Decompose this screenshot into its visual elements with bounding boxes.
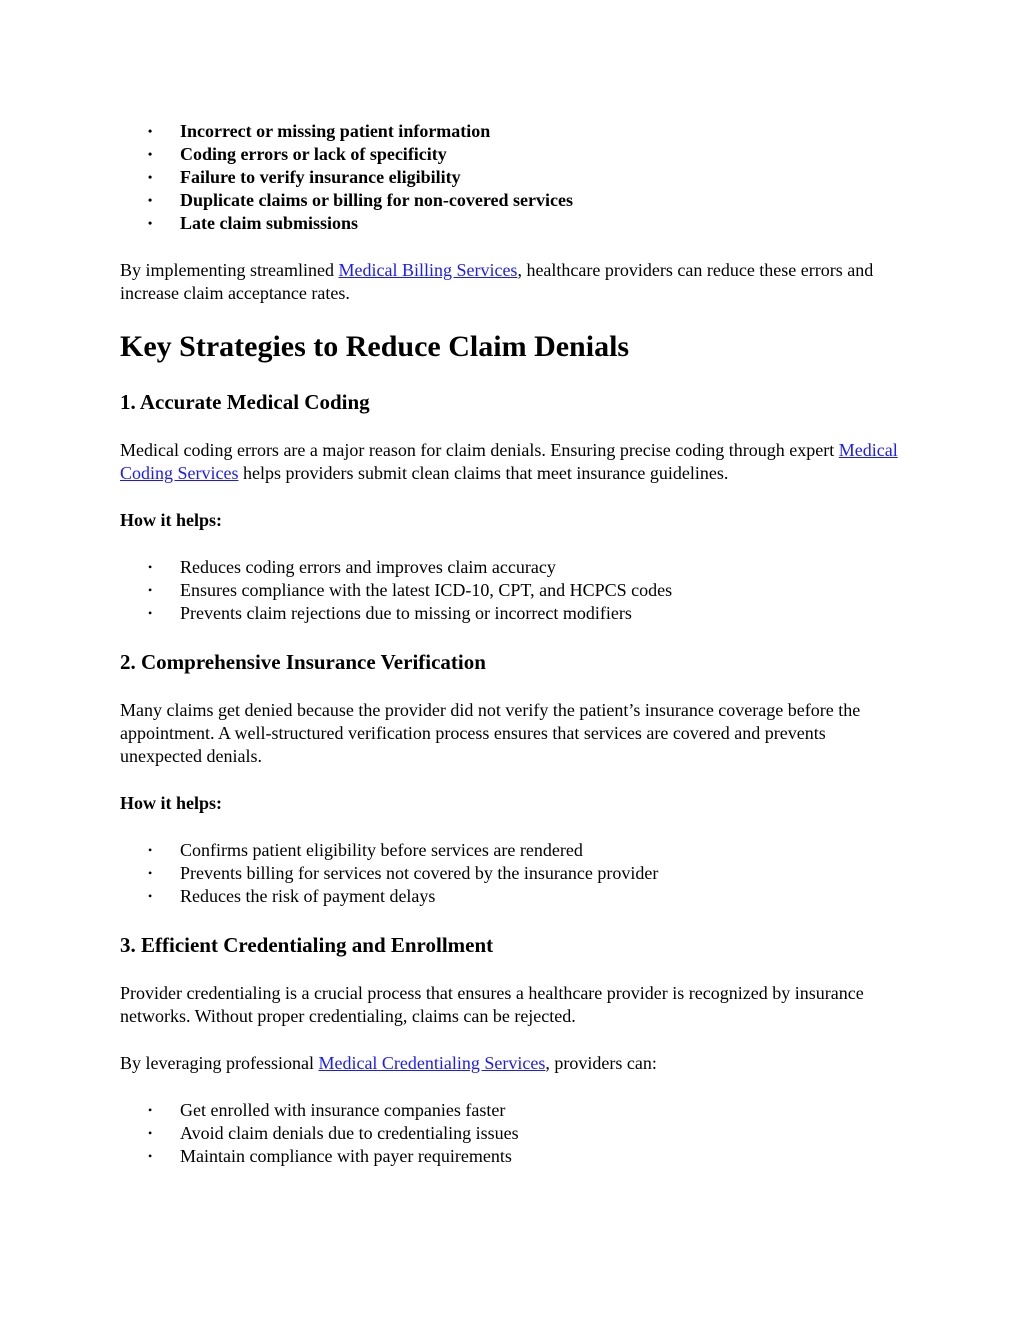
coding-paragraph: Medical coding errors are a major reason for claim denials. Ensuring precise coding through expert Medical Coding Services helps providers submit clean claims that meet insurance guidelines.: [120, 440, 898, 483]
how-it-helps-label: How it helps:: [120, 510, 223, 530]
medical-coding-link[interactable]: Medical Coding Services: [120, 440, 898, 483]
list-item: • Confirms patient eligibility before services are rendered: [148, 840, 583, 860]
list-item: • Prevents claim rejections due to missing or incorrect modifiers: [148, 603, 632, 623]
bullet-icon: •: [148, 606, 153, 620]
list-item: • Reduces coding errors and improves claim accuracy: [148, 557, 556, 577]
bullet-icon: •: [148, 843, 153, 857]
bullet-icon: •: [148, 560, 153, 574]
list-item: • Avoid claim denials due to credentialing issues: [148, 1123, 519, 1143]
section-title-coding: 1. Accurate Medical Coding: [120, 390, 370, 414]
bullet-icon: •: [148, 216, 153, 230]
section-title-verification: 2. Comprehensive Insurance Verification: [120, 650, 486, 674]
bullet-icon: •: [148, 1103, 153, 1117]
bullet-icon: •: [148, 124, 153, 138]
list-item: • Failure to verify insurance eligibility: [148, 167, 461, 187]
medical-credentialing-link[interactable]: Medical Credentialing Services: [318, 1053, 546, 1073]
bullet-icon: •: [148, 866, 153, 880]
list-item: • Incorrect or missing patient information: [148, 121, 491, 141]
credentialing-paragraph: Provider credentialing is a crucial process that ensures a healthcare provider is recognized by insurance networks. Without proper credentialing, claims can be rejected.: [120, 983, 864, 1026]
bullet-icon: •: [148, 1149, 153, 1163]
bullet-icon: •: [148, 1126, 153, 1140]
bullet-icon: •: [148, 147, 153, 161]
list-item: • Duplicate claims or billing for non-covered services: [148, 190, 573, 210]
list-item: • Maintain compliance with payer requirements: [148, 1146, 512, 1166]
bullet-icon: •: [148, 170, 153, 184]
verification-paragraph: Many claims get denied because the provider did not verify the patient’s insurance coverage before the appointment. A well-structured verification process ensures that services are covered and prevents unexpected denials.: [120, 700, 861, 766]
section-title-credentialing: 3. Efficient Credentialing and Enrollment: [120, 933, 494, 957]
list-item: • Ensures compliance with the latest ICD-10, CPT, and HCPCS codes: [148, 580, 673, 600]
verification-benefits-list: [120, 839, 904, 908]
list-item: • Prevents billing for services not covered by the insurance provider: [148, 863, 659, 883]
intro-paragraph: By implementing streamlined Medical Billing Services, healthcare providers can reduce these errors and increase claim acceptance rates.: [120, 260, 874, 303]
list-item: • Reduces the risk of payment delays: [148, 886, 436, 906]
coding-benefits-list: [120, 556, 904, 625]
page-title: Key Strategies to Reduce Claim Denials: [120, 330, 630, 363]
bullet-icon: •: [148, 889, 153, 903]
list-item: • Late claim submissions: [148, 213, 359, 233]
denial-causes-list: [120, 120, 904, 235]
list-item: • Coding errors or lack of specificity: [148, 144, 447, 164]
how-it-helps-label: How it helps:: [120, 793, 223, 813]
bullet-icon: •: [148, 193, 153, 207]
credentialing-lead: By leveraging professional Medical Credentialing Services, providers can:: [120, 1053, 657, 1073]
bullet-icon: •: [148, 583, 153, 597]
medical-billing-link[interactable]: Medical Billing Services: [338, 260, 518, 280]
credentialing-benefits-list: [120, 1099, 904, 1168]
list-item: • Get enrolled with insurance companies faster: [148, 1100, 506, 1120]
